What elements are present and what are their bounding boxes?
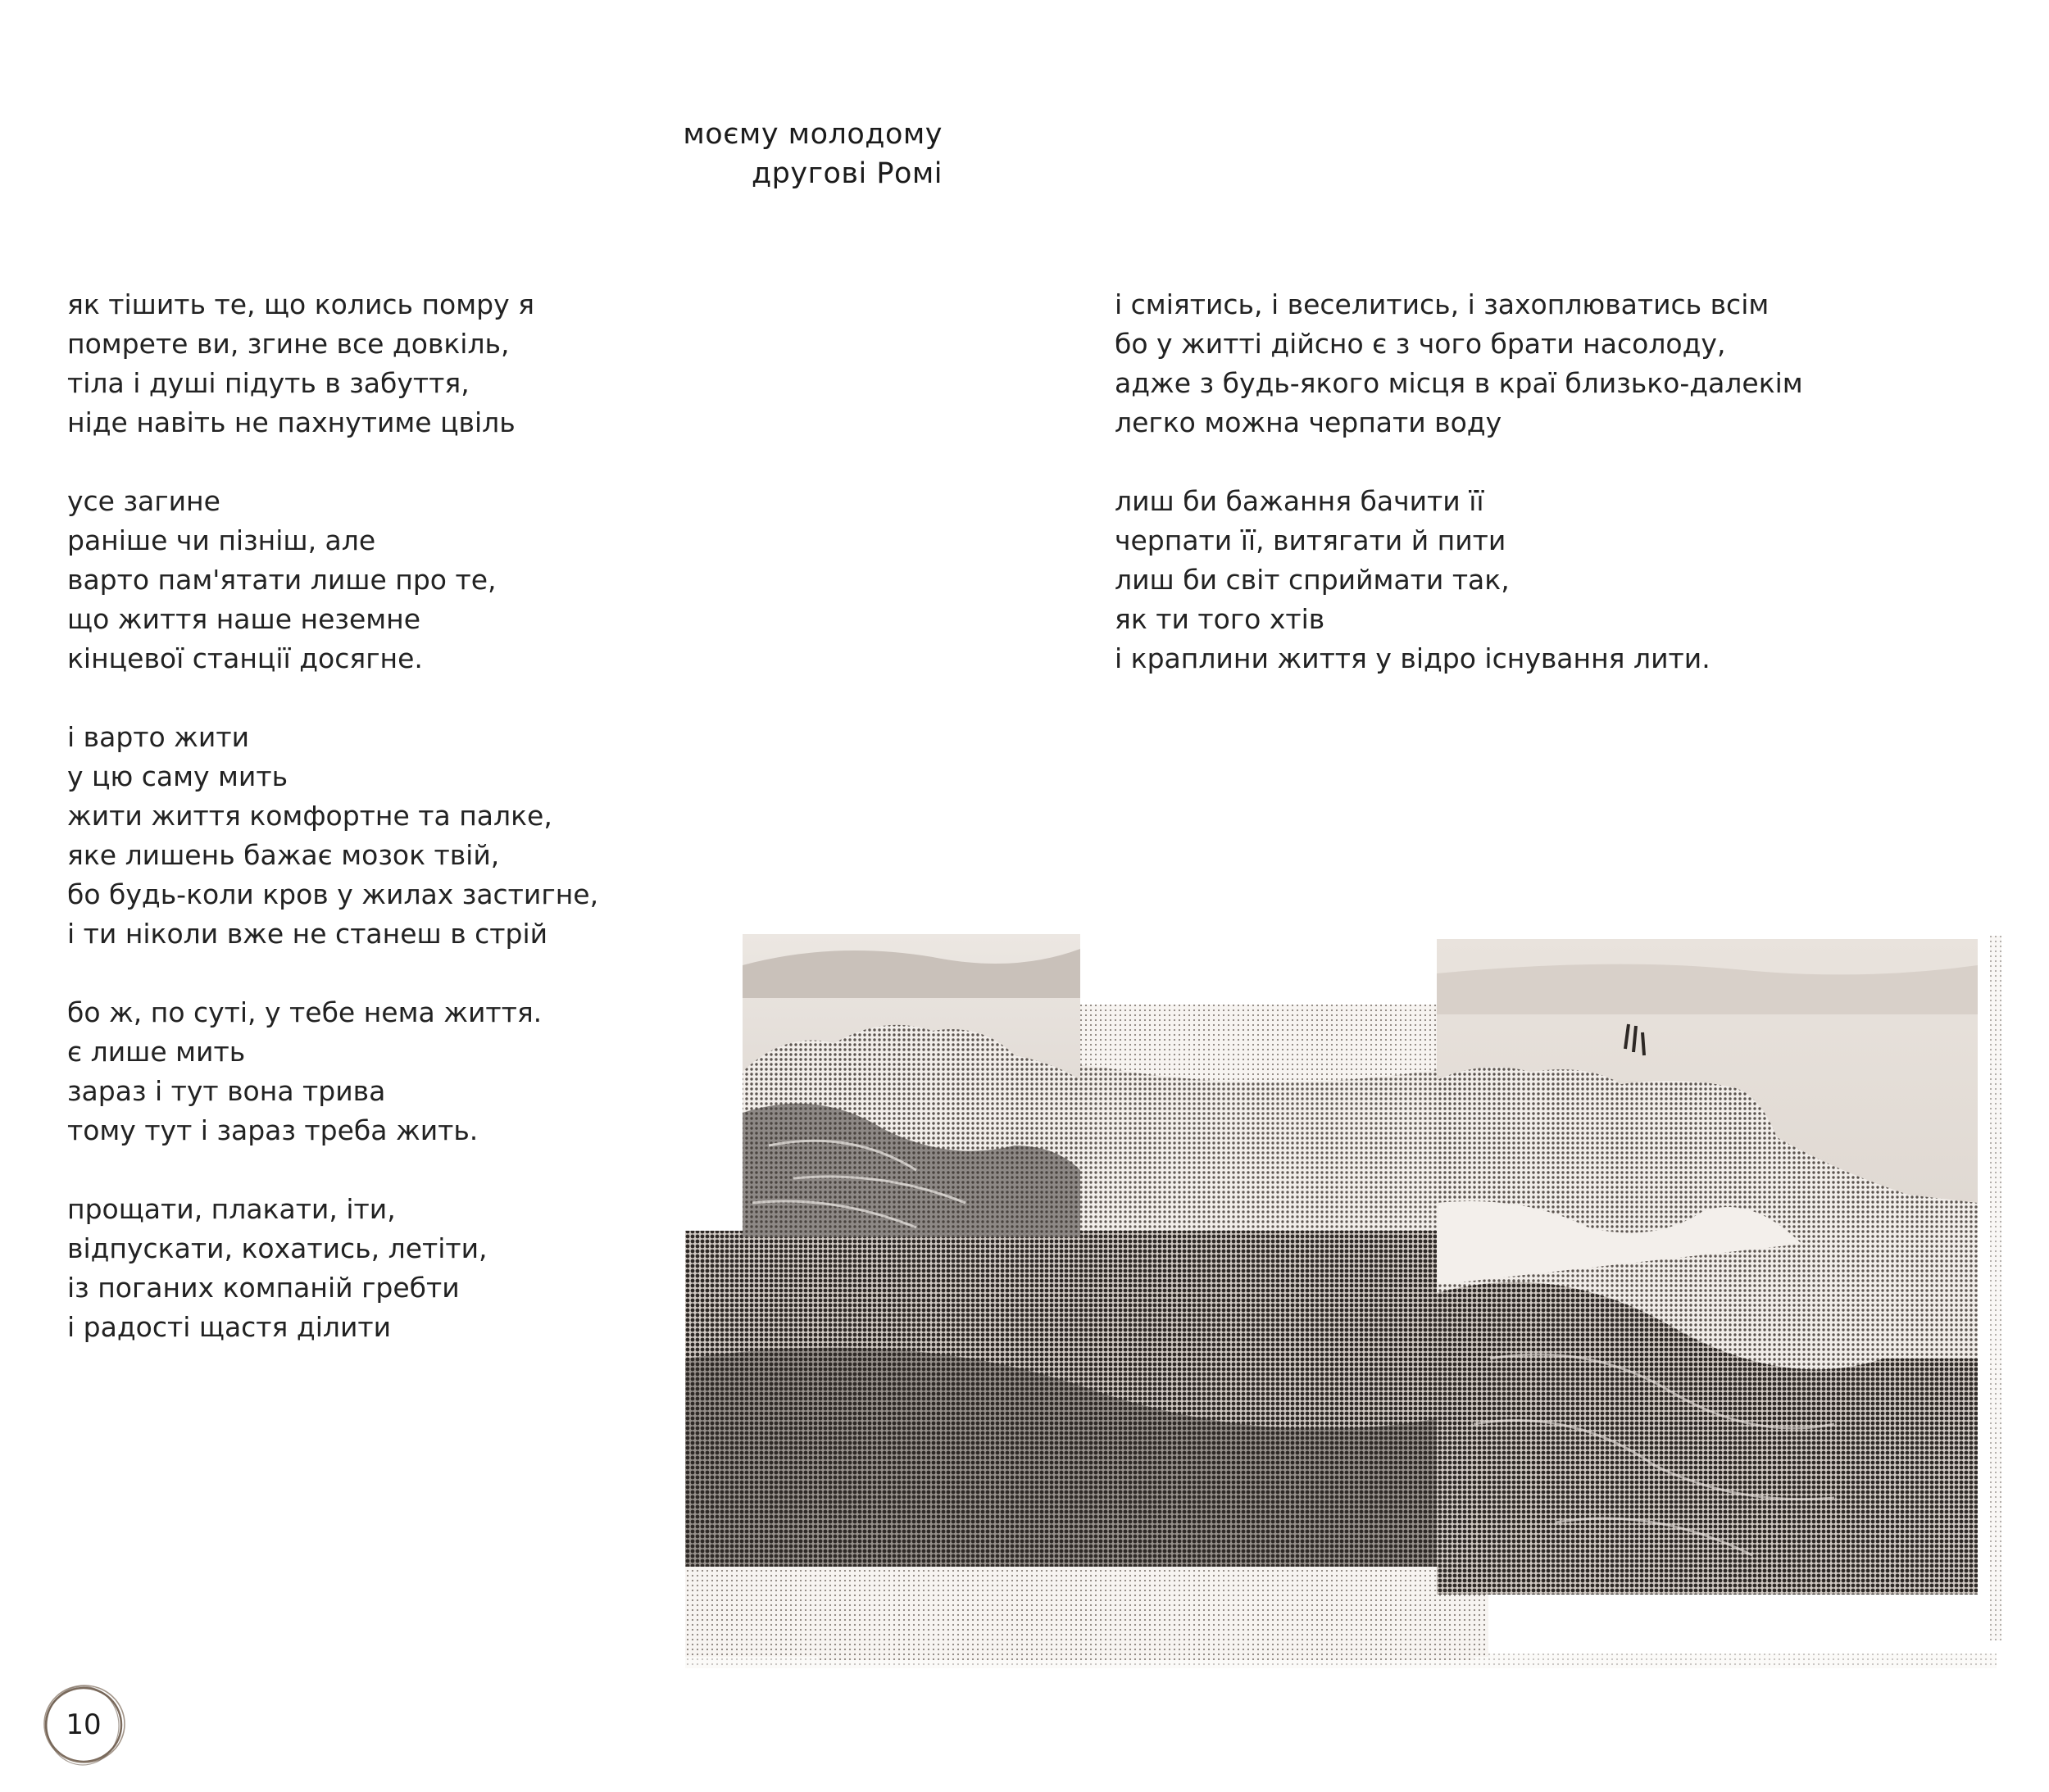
poem-line: ніде навіть не пахнутиме цвіль	[67, 406, 516, 438]
stanza	[67, 993, 625, 1150]
poem-line: як ти того хтів	[1115, 603, 1325, 635]
poem-line: як тішить те, що колись помру я	[67, 288, 534, 320]
poem-line: легко можна черпати воду	[1115, 406, 1502, 438]
poem-line: і сміятись, і веселитись, і захоплюватись всім	[1115, 288, 1770, 320]
poem-line: адже з будь-якого місця в краї близько-далекім	[1115, 367, 1803, 399]
poem-line: у цю саму мить	[67, 760, 288, 792]
dedication-line-1: моєму молодому	[683, 118, 943, 151]
poem-line: і краплини життя у відро існування лити.	[1115, 642, 1711, 674]
poem-line: бо ж, по суті, у тебе нема життя.	[67, 996, 543, 1028]
poem-left-column	[67, 285, 625, 1386]
stanza	[1115, 285, 1852, 442]
dedication	[672, 115, 943, 193]
poem-line: лиш би бажання бачити її	[1115, 485, 1484, 517]
poem-line: раніше чи пізніш, але	[67, 524, 376, 556]
poem-line: що життя наше неземне	[67, 603, 421, 635]
stanza	[67, 718, 625, 954]
poem-line: і радості щастя ділити	[67, 1311, 392, 1343]
poem-line: лиш би світ сприймати так,	[1115, 564, 1510, 596]
poem-line: жити життя комфортне та палке,	[67, 800, 552, 832]
dedication-line-2: другові Ромі	[751, 157, 943, 190]
poem-line: бо будь-коли кров у жилах застигне,	[67, 878, 599, 910]
collage-left-panel	[743, 934, 1080, 1237]
poem-line: кінцевої станції досягне.	[67, 642, 423, 674]
stanza	[67, 285, 625, 442]
poem-line: і ти ніколи вже не станеш в стрій	[67, 918, 548, 950]
poem-line: є лише мить	[67, 1036, 246, 1068]
stanza	[67, 1190, 625, 1347]
poem-line: із поганих компаній гребти	[67, 1272, 460, 1304]
landscape-collage-image	[670, 900, 2015, 1686]
page-number-badge	[39, 1681, 128, 1769]
poem-line: черпати її, витягати й пити	[1115, 524, 1506, 556]
collage-right-panel	[1437, 939, 1978, 1595]
poem-line: бо у житті дійсно є з чого брати насолоду,	[1115, 328, 1726, 360]
stanza	[1115, 482, 1852, 678]
poem-line: варто пам'ятати лише про те,	[67, 564, 497, 596]
poem-line: зараз і тут вона трива	[67, 1075, 386, 1107]
poem-line: тому тут і зараз треба жить.	[67, 1114, 479, 1146]
poem-line: прощати, плакати, іти,	[67, 1193, 396, 1225]
stanza	[67, 482, 625, 678]
poem-line: яке лишень бажає мозок твій,	[67, 839, 500, 871]
poem-line: відпускати, кохатись, летіти,	[67, 1232, 488, 1264]
poem-right-column	[1115, 285, 1852, 718]
poem-line: помрете ви, згине все довкіль,	[67, 328, 510, 360]
poem-line: усе загине	[67, 485, 220, 517]
poem-line: тіла і душі підуть в забуття,	[67, 367, 470, 399]
page-number: 10	[66, 1708, 102, 1741]
poem-line: і варто жити	[67, 721, 250, 753]
